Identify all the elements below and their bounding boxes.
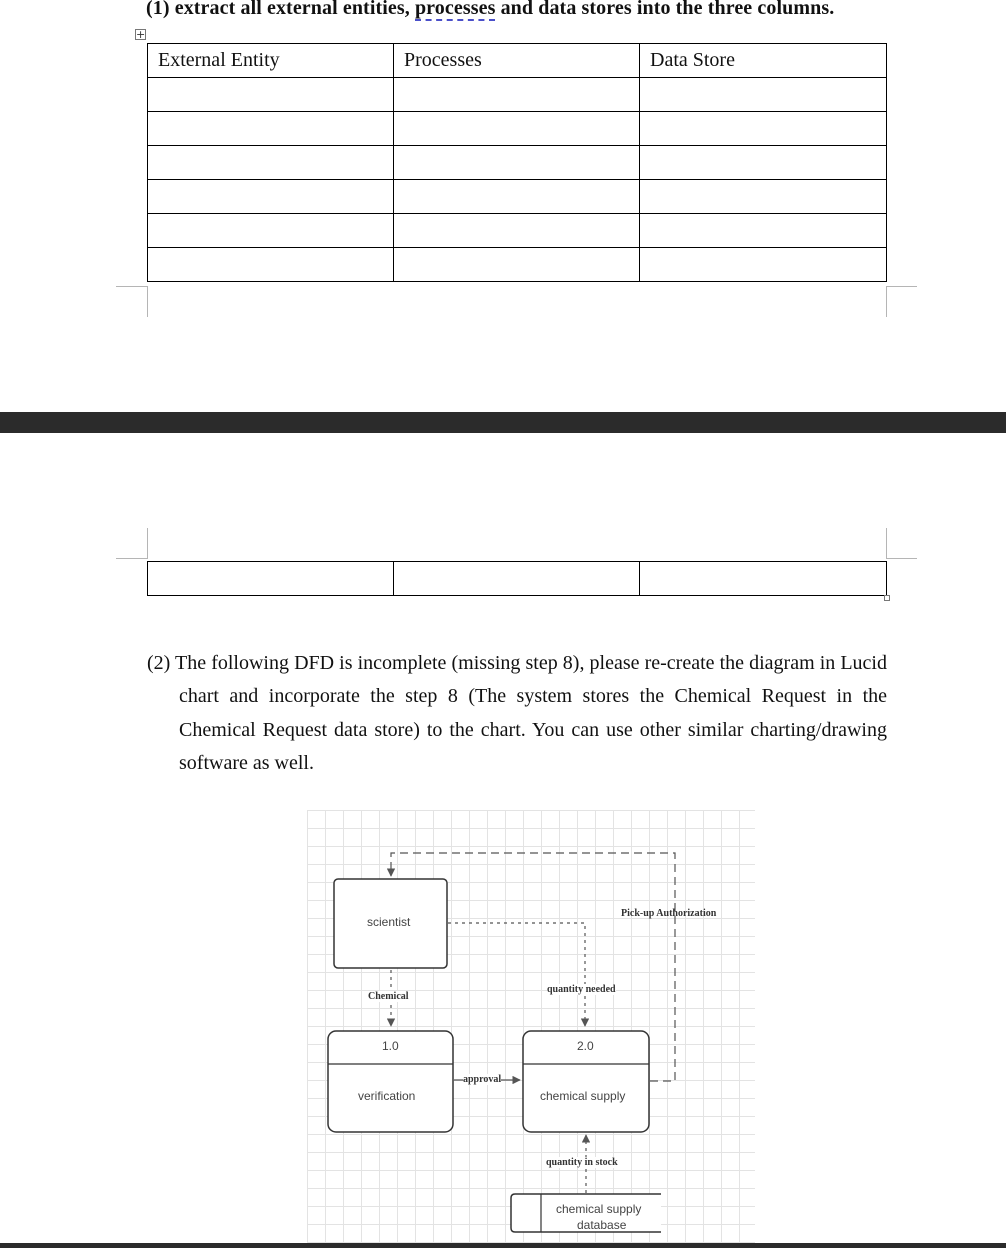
dfd-diagram (307, 810, 755, 1243)
flow-pickup-label: Pick-up Authorization (621, 908, 717, 919)
process-1-name: verification (358, 1089, 416, 1103)
table-resize-handle[interactable] (884, 595, 890, 601)
table-cell[interactable] (640, 214, 887, 248)
flow-quantity-stock-label: quantity in stock (546, 1157, 618, 1168)
process-2-name: chemical supply (540, 1089, 626, 1103)
table-row (148, 146, 887, 180)
margin-mark (147, 528, 148, 559)
table-header-row (148, 44, 887, 78)
question-1-heading (146, 0, 834, 20)
table-row (148, 562, 887, 596)
table-cell[interactable] (148, 562, 394, 596)
margin-mark (116, 558, 147, 559)
table-cell[interactable] (394, 180, 640, 214)
table-cell[interactable] (394, 146, 640, 180)
table-cell[interactable] (640, 248, 887, 282)
flow-approval-label: approval (463, 1074, 502, 1085)
entity-scientist-label: scientist (367, 915, 411, 929)
table-row (148, 248, 887, 282)
table-cell[interactable] (148, 180, 394, 214)
table-row (148, 214, 887, 248)
table-cell[interactable] (394, 112, 640, 146)
question-1-suffix: and data stores into the three columns. (495, 0, 835, 19)
classification-table (147, 43, 887, 282)
table-cell[interactable] (394, 562, 640, 596)
table-cell[interactable] (148, 214, 394, 248)
table-cell[interactable] (640, 112, 887, 146)
question-2-text (147, 647, 887, 780)
flow-chemical-label: Chemical (368, 991, 409, 1002)
table-cell[interactable] (394, 78, 640, 112)
table-cell[interactable] (148, 112, 394, 146)
dfd-svg (307, 810, 755, 1243)
table-move-handle-icon[interactable]: + (136, 28, 146, 41)
table-row (148, 78, 887, 112)
header-data-store[interactable]: Data Store (640, 44, 887, 78)
header-external-entity[interactable]: External Entity (148, 44, 394, 78)
datastore-label-line2: database (577, 1218, 627, 1232)
process-1-id: 1.0 (382, 1039, 399, 1053)
header-processes[interactable]: Processes (394, 44, 640, 78)
margin-mark (147, 286, 148, 317)
margin-mark (886, 286, 887, 317)
table-cell[interactable] (640, 180, 887, 214)
margin-mark (116, 286, 147, 287)
table-cell[interactable] (640, 78, 887, 112)
question-1-spellcheck-word: processes (415, 0, 496, 21)
page-break-divider (0, 412, 1006, 433)
margin-mark (886, 558, 917, 559)
table-cell[interactable] (148, 248, 394, 282)
table-row (148, 180, 887, 214)
process-2-id: 2.0 (577, 1039, 594, 1053)
table-cell[interactable] (148, 146, 394, 180)
bottom-page-edge (0, 1243, 1006, 1248)
table-cell[interactable] (640, 146, 887, 180)
question-2-paragraph: (2) The following DFD is incomplete (missing step 8), please re-create the diagram in Lucid chart and incorporate the step 8 (The system stores the Chemical Request in the Chemical Request data store) to the chart. You can use other similar charting/drawing software as well. (147, 652, 887, 774)
margin-mark (886, 286, 917, 287)
datastore-label-line1: chemical supply (556, 1202, 642, 1216)
table-cell[interactable] (640, 562, 887, 596)
flow-quantity-needed-line (448, 923, 585, 1026)
classification-table-continued (147, 561, 887, 596)
table-cell[interactable] (394, 248, 640, 282)
table-row (148, 112, 887, 146)
question-1-prefix: (1) extract all external entities, (146, 0, 415, 19)
margin-mark (886, 528, 887, 559)
table-cell[interactable] (394, 214, 640, 248)
table-cell[interactable] (148, 78, 394, 112)
flow-quantity-needed-label: quantity needed (547, 984, 616, 995)
